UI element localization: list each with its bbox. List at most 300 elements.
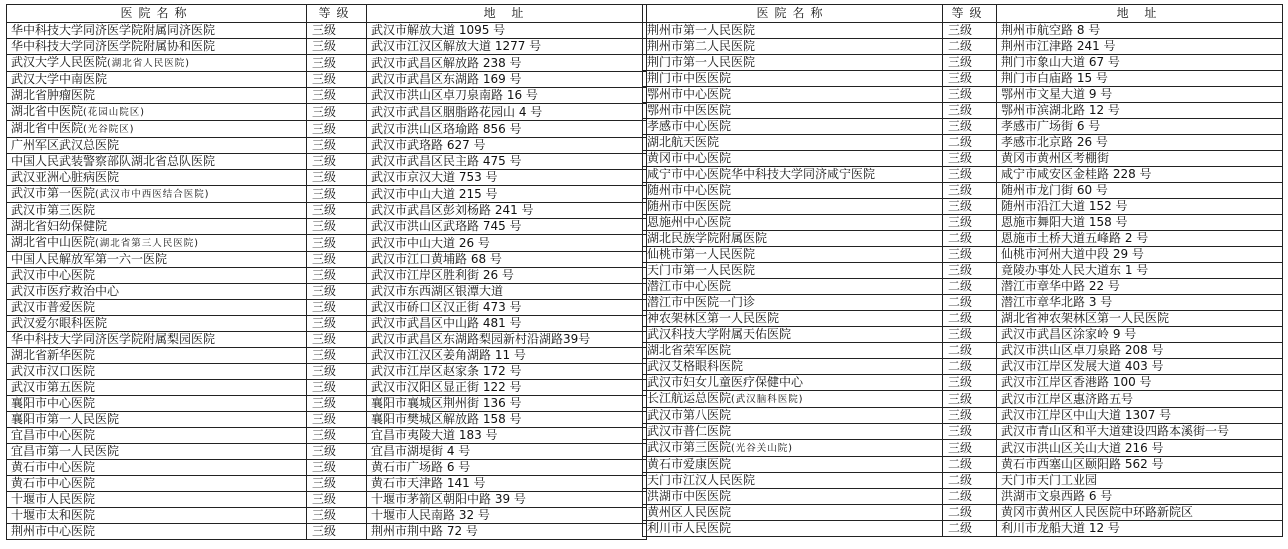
- hospital-grade: 三级: [307, 508, 367, 524]
- hospital-grade: 三级: [307, 186, 367, 203]
- hospital-grade: 三级: [943, 247, 997, 263]
- hospital-grade: 三级: [307, 284, 367, 300]
- hospital-name: 武汉市普爱医院: [11, 300, 96, 314]
- header-hospital-name: 医院名称: [7, 5, 307, 23]
- table-row: [643, 279, 1283, 295]
- table-header-row: [643, 5, 1283, 23]
- hospital-name: 天门市第一人民医院: [647, 263, 756, 277]
- hospital-grade: 二级: [943, 279, 997, 295]
- table-row: [7, 316, 647, 332]
- hospital-name: 神农架林区第一人民医院: [647, 311, 780, 325]
- hospital-address: 武汉市江口黄埔路 68 号: [367, 252, 647, 268]
- hospital-grade: 三级: [307, 39, 367, 55]
- table-row: [643, 375, 1283, 391]
- hospital-address: 武汉市武珞路 627 号: [367, 138, 647, 154]
- hospital-name-cell: [7, 219, 307, 235]
- table-row: [7, 121, 647, 138]
- table-row: [643, 521, 1283, 537]
- hospital-name: 利川市人民医院: [647, 521, 732, 535]
- hospital-address: 武汉市解放大道 1095 号: [367, 23, 647, 39]
- table-row: [643, 103, 1283, 119]
- hospital-name-cell: [643, 87, 943, 103]
- hospital-name-cell: [7, 121, 307, 138]
- hospital-name-cell: [7, 380, 307, 396]
- hospital-grade: 三级: [307, 412, 367, 428]
- table-row: [643, 215, 1283, 231]
- table-row: [7, 203, 647, 219]
- hospital-grade: 三级: [307, 104, 367, 121]
- hospital-name: 襄阳市中心医院: [11, 396, 96, 410]
- hospital-grade: 三级: [307, 121, 367, 138]
- hospital-name-cell: [7, 23, 307, 39]
- hospital-address: 利川市龙船大道 12 号: [997, 521, 1283, 537]
- hospital-table-right: [642, 4, 1283, 537]
- hospital-address: 武汉市洪山区卓刀泉南路 16 号: [367, 88, 647, 104]
- hospital-name: 湖北省中医院: [11, 104, 84, 118]
- table-row: [643, 39, 1283, 55]
- hospital-address: 武汉市洪山区关山大道 216 号: [997, 440, 1283, 457]
- hospital-address: 孝感市北京路 26 号: [997, 135, 1283, 151]
- hospital-name-cell: [7, 428, 307, 444]
- hospital-name-cell: [643, 103, 943, 119]
- hospital-name-cell: [643, 279, 943, 295]
- hospital-name: 潜江市中心医院: [647, 279, 732, 293]
- table-row: [7, 104, 647, 121]
- hospital-name-cell: [643, 23, 943, 39]
- hospital-name-cell: [643, 391, 943, 408]
- hospital-name-cell: [7, 444, 307, 460]
- hospital-address: 武汉市江岸区惠济路五号: [997, 391, 1283, 408]
- hospital-grade: 三级: [943, 151, 997, 167]
- hospital-name-cell: [7, 460, 307, 476]
- hospital-name: 黄州区人民医院: [647, 505, 732, 519]
- hospital-address: 咸宁市咸安区金桂路 228 号: [997, 167, 1283, 183]
- table-row: [643, 199, 1283, 215]
- hospital-name: 武汉市第三医院: [11, 203, 96, 217]
- hospital-address: 武汉市中山大道 215 号: [367, 186, 647, 203]
- table-row: [7, 444, 647, 460]
- hospital-address: 竟陵办事处人民大道东 1 号: [997, 263, 1283, 279]
- hospital-name-cell: [643, 247, 943, 263]
- table-row: [7, 412, 647, 428]
- hospital-name: 荆州市第一人民医院: [647, 23, 756, 37]
- hospital-grade: 三级: [307, 428, 367, 444]
- hospital-name: 武汉大学中南医院: [11, 72, 108, 86]
- header-hospital-name: 医院名称: [643, 5, 943, 23]
- hospital-address: 襄阳市襄城区荆州街 136 号: [367, 396, 647, 412]
- hospital-name: 湖北省中山医院: [11, 235, 96, 249]
- hospital-name-cell: [643, 199, 943, 215]
- hospital-address: 武汉市中山大道 26 号: [367, 235, 647, 252]
- hospital-name: 鄂州市中医医院: [647, 103, 732, 117]
- hospital-address: 武汉市江岸区胜利街 26 号: [367, 268, 647, 284]
- table-row: [643, 23, 1283, 39]
- hospital-name: 武汉市中心医院: [11, 268, 96, 282]
- hospital-name-note: (花园山院区): [83, 107, 145, 118]
- hospital-name-cell: [7, 476, 307, 492]
- hospital-name-cell: [7, 508, 307, 524]
- hospital-name: 武汉市第八医院: [647, 408, 732, 422]
- hospital-address: 鄂州市文星大道 9 号: [997, 87, 1283, 103]
- hospital-name-cell: [7, 138, 307, 154]
- hospital-name: 黄石市中心医院: [11, 476, 96, 490]
- table-row: [643, 247, 1283, 263]
- hospital-name: 武汉爱尔眼科医院: [11, 316, 108, 330]
- hospital-grade: 三级: [943, 55, 997, 71]
- hospital-grade: 三级: [943, 391, 997, 408]
- hospital-address: 武汉市青山区和平大道建设四路本溪街一号: [997, 424, 1283, 440]
- hospital-address: 荆州市江津路 241 号: [997, 39, 1283, 55]
- hospital-name: 随州市中心医院: [647, 183, 732, 197]
- hospital-name-cell: [7, 252, 307, 268]
- hospital-name: 黄冈市中心医院: [647, 151, 732, 165]
- hospital-address: 武汉市武昌区解放路 238 号: [367, 55, 647, 72]
- hospital-address: 恩施市土桥大道五峰路 2 号: [997, 231, 1283, 247]
- hospital-address: 恩施市舞阳大道 158 号: [997, 215, 1283, 231]
- hospital-address: 潜江市章华中路 22 号: [997, 279, 1283, 295]
- hospital-address: 荆州市航空路 8 号: [997, 23, 1283, 39]
- hospital-grade: 三级: [943, 263, 997, 279]
- hospital-name-cell: [7, 396, 307, 412]
- hospital-grade: 三级: [943, 119, 997, 135]
- hospital-address: 武汉市洪山区珞瑜路 856 号: [367, 121, 647, 138]
- hospital-address: 湖北省神农架林区第一人民医院: [997, 311, 1283, 327]
- table-row: [7, 219, 647, 235]
- hospital-name-cell: [643, 505, 943, 521]
- hospital-address: 武汉市江汉区姜角湖路 11 号: [367, 348, 647, 364]
- table-row: [7, 55, 647, 72]
- hospital-name: 湖北省中医院: [11, 121, 84, 135]
- hospital-table-left: [6, 4, 647, 540]
- table-row: [643, 359, 1283, 375]
- table-row: [7, 154, 647, 170]
- hospital-grade: 三级: [307, 396, 367, 412]
- table-row: [7, 39, 647, 55]
- hospital-grade: 二级: [943, 521, 997, 537]
- hospital-grade: 三级: [307, 364, 367, 380]
- hospital-address: 孝感市广场街 6 号: [997, 119, 1283, 135]
- hospital-grade: 三级: [307, 476, 367, 492]
- hospital-grade: 三级: [307, 316, 367, 332]
- hospital-name: 武汉市第三医院: [647, 440, 732, 454]
- hospital-address: 黄石市广场路 6 号: [367, 460, 647, 476]
- hospital-name: 黄石市爱康医院: [647, 457, 732, 471]
- hospital-name-cell: [7, 412, 307, 428]
- table-row: [7, 170, 647, 186]
- table-row: [643, 151, 1283, 167]
- table-body-right: [643, 23, 1283, 537]
- table-row: [643, 311, 1283, 327]
- hospital-address: 武汉市武昌区东湖路 169 号: [367, 72, 647, 88]
- table-row: [7, 284, 647, 300]
- table-row: [643, 343, 1283, 359]
- table-row: [643, 489, 1283, 505]
- table-row: [7, 268, 647, 284]
- hospital-name: 长江航运总医院: [647, 391, 732, 405]
- hospital-name: 荆州市第二人民医院: [647, 39, 756, 53]
- hospital-name: 武汉市普仁医院: [647, 424, 732, 438]
- table-row: [7, 300, 647, 316]
- table-row: [7, 72, 647, 88]
- hospital-name: 恩施州中心医院: [647, 215, 732, 229]
- hospital-address: 武汉市江岸区发展大道 403 号: [997, 359, 1283, 375]
- hospital-name: 武汉大学人民医院: [11, 55, 108, 69]
- hospital-name-cell: [643, 457, 943, 473]
- hospital-name: 武汉市医疗救治中心: [11, 284, 120, 298]
- hospital-name: 黄石市中心医院: [11, 460, 96, 474]
- table-row: [643, 295, 1283, 311]
- hospital-name: 十堰市太和医院: [11, 508, 96, 522]
- hospital-name-cell: [643, 359, 943, 375]
- hospital-name: 湖北省肿瘤医院: [11, 88, 96, 102]
- hospital-name: 湖北省荣军医院: [647, 343, 732, 357]
- header-grade: 等级: [307, 5, 367, 23]
- hospital-name: 武汉市妇女儿童医疗保健中心: [647, 375, 804, 389]
- hospital-name: 湖北省妇幼保健院: [11, 219, 108, 233]
- hospital-address: 襄阳市樊城区解放路 158 号: [367, 412, 647, 428]
- hospital-name: 中国人民解放军第一六一医院: [11, 252, 168, 266]
- hospital-grade: 三级: [307, 235, 367, 252]
- hospital-address: 随州市龙门街 60 号: [997, 183, 1283, 199]
- table-row: [643, 263, 1283, 279]
- hospital-grade: 三级: [307, 55, 367, 72]
- table-row: [643, 231, 1283, 247]
- table-row: [7, 492, 647, 508]
- hospital-name-cell: [643, 135, 943, 151]
- hospital-grade: 三级: [943, 167, 997, 183]
- hospital-name-cell: [643, 215, 943, 231]
- hospital-name-cell: [643, 327, 943, 343]
- hospital-grade: 三级: [307, 219, 367, 235]
- hospital-name-cell: [643, 424, 943, 440]
- hospital-name: 荆门市中医医院: [647, 71, 732, 85]
- hospital-grade: 三级: [943, 440, 997, 457]
- table-row: [7, 252, 647, 268]
- hospital-name-cell: [7, 104, 307, 121]
- table-body-left: [7, 23, 647, 540]
- hospital-grade: 三级: [307, 138, 367, 154]
- hospital-name: 仙桃市第一人民医院: [647, 247, 756, 261]
- hospital-name-cell: [7, 235, 307, 252]
- hospital-name-note: (光谷院区): [83, 124, 135, 135]
- hospital-name: 襄阳市第一人民医院: [11, 412, 120, 426]
- hospital-name: 咸宁市中心医院华中科技大学同济咸宁医院: [647, 167, 876, 181]
- hospital-name-cell: [643, 375, 943, 391]
- hospital-name: 武汉艾格眼科医院: [647, 359, 744, 373]
- hospital-name-cell: [7, 316, 307, 332]
- table-row: [643, 408, 1283, 424]
- hospital-address: 武汉市洪山区卓刀泉路 208 号: [997, 343, 1283, 359]
- hospital-name-cell: [7, 170, 307, 186]
- hospital-name-cell: [7, 284, 307, 300]
- table-row: [7, 524, 647, 540]
- hospital-grade: 三级: [307, 380, 367, 396]
- hospital-grade: 二级: [943, 473, 997, 489]
- table-row: [643, 119, 1283, 135]
- hospital-name-cell: [7, 492, 307, 508]
- hospital-grade: 三级: [307, 170, 367, 186]
- hospital-name-cell: [643, 311, 943, 327]
- hospital-name-cell: [7, 55, 307, 72]
- hospital-name-cell: [643, 440, 943, 457]
- hospital-address: 武汉市武昌区彭刘杨路 241 号: [367, 203, 647, 219]
- hospital-address: 武汉市东西湖区银潭大道: [367, 284, 647, 300]
- hospital-name: 荆门市第一人民医院: [647, 55, 756, 69]
- hospital-grade: 三级: [943, 71, 997, 87]
- table-row: [7, 88, 647, 104]
- hospital-name-cell: [643, 71, 943, 87]
- table-row: [7, 23, 647, 39]
- hospital-name: 华中科技大学同济医学院附属梨园医院: [11, 332, 216, 346]
- table-row: [643, 71, 1283, 87]
- hospital-address: 黄石市西塞山区颐阳路 562 号: [997, 457, 1283, 473]
- hospital-address: 武汉市江汉区解放大道 1277 号: [367, 39, 647, 55]
- hospital-address: 武汉市汉阳区显正街 122 号: [367, 380, 647, 396]
- hospital-name-note: (湖北省第三人民医院): [95, 238, 199, 249]
- hospital-grade: 三级: [943, 199, 997, 215]
- hospital-grade: 三级: [943, 23, 997, 39]
- hospital-name-cell: [643, 473, 943, 489]
- hospital-name: 宜昌市第一人民医院: [11, 444, 120, 458]
- table-row: [643, 424, 1283, 440]
- hospital-grade: 二级: [943, 295, 997, 311]
- hospital-address: 荆门市象山大道 67 号: [997, 55, 1283, 71]
- hospital-grade: 三级: [307, 154, 367, 170]
- hospital-name-cell: [7, 364, 307, 380]
- hospital-address: 黄石市天津路 141 号: [367, 476, 647, 492]
- hospital-grade: 三级: [307, 300, 367, 316]
- table-row: [643, 391, 1283, 408]
- hospital-name-cell: [643, 489, 943, 505]
- hospital-name-cell: [643, 151, 943, 167]
- hospital-name-cell: [643, 263, 943, 279]
- hospital-address: 潜江市章华北路 3 号: [997, 295, 1283, 311]
- hospital-grade: 三级: [307, 268, 367, 284]
- hospital-address: 鄂州市滨湖北路 12 号: [997, 103, 1283, 119]
- hospital-grade: 三级: [307, 492, 367, 508]
- hospital-name-cell: [7, 154, 307, 170]
- hospital-address: 仙桃市河州大道中段 29 号: [997, 247, 1283, 263]
- table-row: [7, 348, 647, 364]
- table-row: [7, 332, 647, 348]
- hospital-name: 鄂州市中心医院: [647, 87, 732, 101]
- table-row: [643, 87, 1283, 103]
- hospital-grade: 三级: [307, 252, 367, 268]
- hospital-grade: 二级: [943, 343, 997, 359]
- hospital-name-cell: [643, 167, 943, 183]
- hospital-address: 武汉市硚口区汉正街 473 号: [367, 300, 647, 316]
- hospital-grade: 三级: [943, 103, 997, 119]
- hospital-address: 武汉市江岸区赵家条 172 号: [367, 364, 647, 380]
- hospital-name-cell: [7, 524, 307, 540]
- hospital-address: 武汉市武昌区中山路 481 号: [367, 316, 647, 332]
- hospital-name-note: (武汉市中西医结合医院): [95, 189, 210, 200]
- hospital-address: 宜昌市夷陵大道 183 号: [367, 428, 647, 444]
- hospital-address: 荆州市荆中路 72 号: [367, 524, 647, 540]
- hospital-name-cell: [643, 343, 943, 359]
- hospital-name-cell: [7, 39, 307, 55]
- hospital-grade: 三级: [943, 87, 997, 103]
- hospital-name-note: (湖北省人民医院): [107, 58, 190, 69]
- hospital-name-cell: [643, 521, 943, 537]
- hospital-grade: 三级: [943, 424, 997, 440]
- hospital-name: 中国人民武装警察部队湖北省总队医院: [11, 154, 216, 168]
- hospital-name: 广州军区武汉总医院: [11, 138, 120, 152]
- table-row: [7, 235, 647, 252]
- hospital-name: 华中科技大学同济医学院附属同济医院: [11, 23, 216, 37]
- hospital-name-cell: [643, 295, 943, 311]
- hospital-address: 武汉市武昌区涂家岭 9 号: [997, 327, 1283, 343]
- hospital-name-cell: [643, 408, 943, 424]
- hospital-grade: 三级: [943, 408, 997, 424]
- hospital-name-cell: [7, 348, 307, 364]
- hospital-name: 武汉科技大学附属天佑医院: [647, 327, 792, 341]
- hospital-name: 孝感市中心医院: [647, 119, 732, 133]
- hospital-address: 十堰市茅箭区朝阳中路 39 号: [367, 492, 647, 508]
- hospital-name: 华中科技大学同济医学院附属协和医院: [11, 39, 216, 53]
- hospital-name: 武汉市汉口医院: [11, 364, 96, 378]
- hospital-address: 荆门市白庙路 15 号: [997, 71, 1283, 87]
- hospital-name: 武汉市第一医院: [11, 186, 96, 200]
- table-row: [643, 457, 1283, 473]
- hospital-grade: 二级: [943, 359, 997, 375]
- header-grade: 等级: [943, 5, 997, 23]
- hospital-grade: 三级: [307, 88, 367, 104]
- hospital-name-cell: [7, 332, 307, 348]
- hospital-grade: 三级: [307, 348, 367, 364]
- hospital-name-cell: [7, 88, 307, 104]
- hospital-grade: 三级: [307, 444, 367, 460]
- hospital-grade: 三级: [943, 327, 997, 343]
- hospital-name: 随州市中医医院: [647, 199, 732, 213]
- hospital-grade: 二级: [943, 457, 997, 473]
- table-row: [643, 327, 1283, 343]
- hospital-name-cell: [7, 72, 307, 88]
- hospital-address: 黄冈市黄州区人民医院中环路新院区: [997, 505, 1283, 521]
- hospital-name: 湖北省新华医院: [11, 348, 96, 362]
- table-row: [643, 167, 1283, 183]
- hospital-name: 洪湖市中医医院: [647, 489, 732, 503]
- hospital-name: 十堰市人民医院: [11, 492, 96, 506]
- hospital-grade: 三级: [307, 332, 367, 348]
- hospital-name-cell: [643, 231, 943, 247]
- hospital-name-note: (光谷关山院): [731, 443, 793, 454]
- table-row: [7, 460, 647, 476]
- hospital-name: 宜昌市中心医院: [11, 428, 96, 442]
- hospital-name-cell: [643, 55, 943, 71]
- hospital-grade: 二级: [943, 489, 997, 505]
- table-row: [7, 186, 647, 203]
- hospital-name-cell: [643, 183, 943, 199]
- hospital-address: 洪湖市文泉西路 6 号: [997, 489, 1283, 505]
- hospital-address: 武汉市江岸区中山大道 1307 号: [997, 408, 1283, 424]
- hospital-address: 武汉市江岸区香港路 100 号: [997, 375, 1283, 391]
- hospital-grade: 三级: [307, 203, 367, 219]
- hospital-address: 武汉市武昌区民主路 475 号: [367, 154, 647, 170]
- table-row: [7, 380, 647, 396]
- table-row: [643, 473, 1283, 489]
- hospital-name: 武汉亚洲心脏病医院: [11, 170, 120, 184]
- hospital-grade: 二级: [943, 505, 997, 521]
- hospital-address: 武汉市武昌区东湖路梨园新村沿湖路39号: [367, 332, 647, 348]
- hospital-name: 湖北民族学院附属医院: [647, 231, 768, 245]
- hospital-name: 潜江市中医院一门诊: [647, 295, 756, 309]
- hospital-grade: 二级: [943, 135, 997, 151]
- table-header-row: [7, 5, 647, 23]
- hospital-grade: 三级: [943, 215, 997, 231]
- table-row: [643, 505, 1283, 521]
- hospital-grade: 三级: [943, 183, 997, 199]
